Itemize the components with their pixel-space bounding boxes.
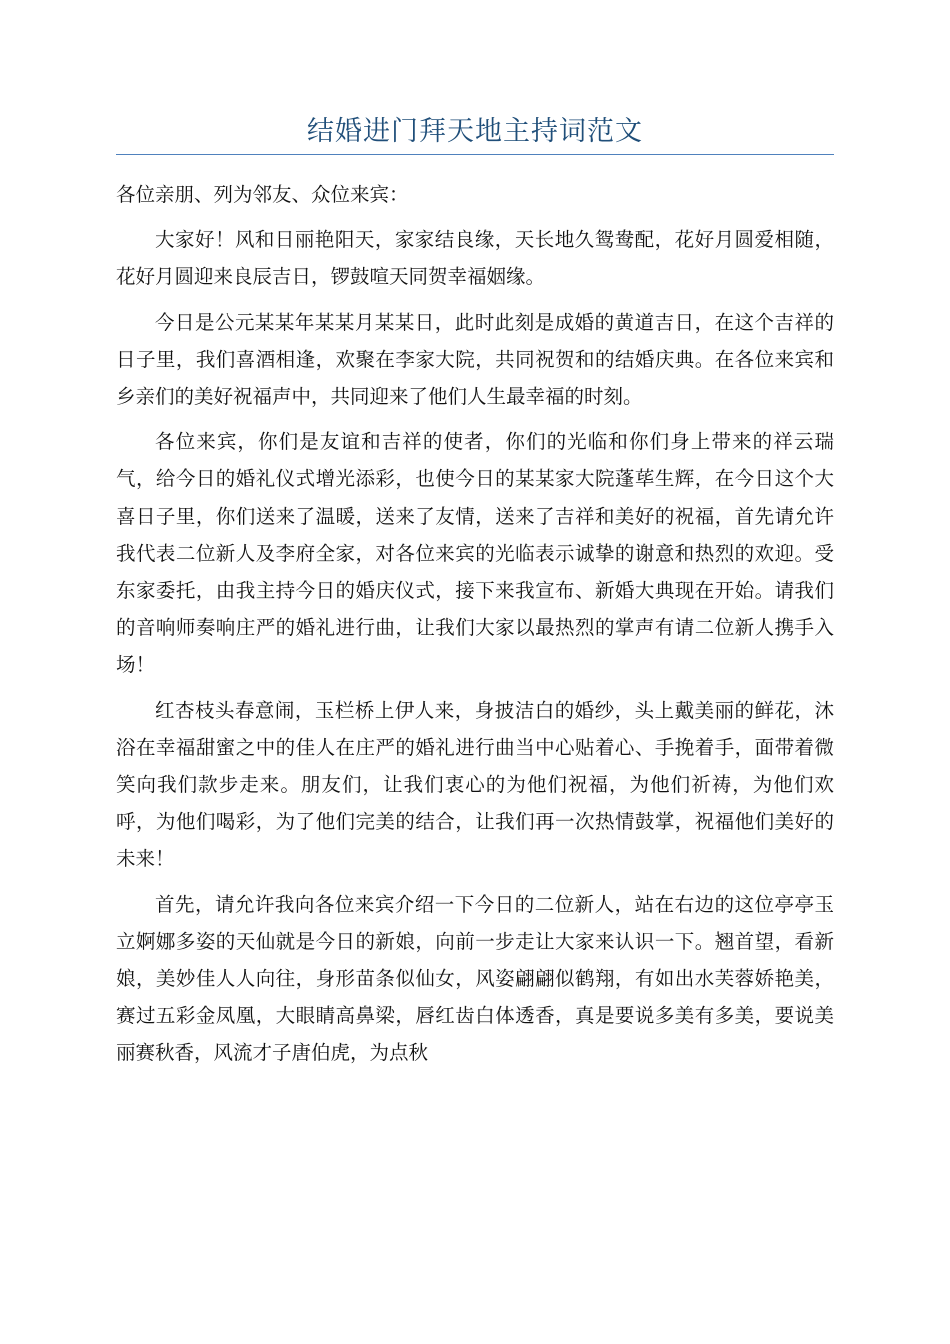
paragraph-introduce-couple: 首先，请允许我向各位来宾介绍一下今日的二位新人，站在右边的这位亭亭玉立婀娜多姿的天仙就是今日的新娘，向前一步走让大家来认识一下。翘首望，看新娘，美妙佳人人向往，身形苗条似仙女，风姿翩翩似鹤翔，有如出水芙蓉娇艳美，赛过五彩金凤凰，大眼睛高鼻梁，唇红齿白体透香，真是要说多美有多美，要说美丽赛秋香，风流才子唐伯虎，为点秋 [116,892,834,1065]
paragraph-date: 今日是公元某某年某某月某某日，此时此刻是成婚的黄道吉日，在这个吉祥的日子里，我们喜酒相逢，欢聚在李家大院，共同祝贺和的结婚庆典。在各位来宾和乡亲们的美好祝福声中，共同迎来了他们人生最幸福的时刻。 [116,310,834,409]
paragraph-bride-entrance: 红杏枝头春意闹，玉栏桥上伊人来，身披洁白的婚纱，头上戴美丽的鲜花，沐浴在幸福甜蜜之中的佳人在庄严的婚礼进行曲当中心贴着心、手挽着手，面带着微笑向我们款步走来。朋友们，让我们衷心的为他们祝福，为他们祈祷，为他们欢呼，为他们喝彩，为了他们完美的结合，让我们再一次热情鼓掌，祝福他们美好的未来！ [116,698,834,871]
document-title: 结婚进门拜天地主持词范文 [307,116,643,147]
title-underline-divider [116,154,834,155]
document-body [116,176,834,1080]
paragraph-welcome-guests: 各位来宾，你们是友谊和吉祥的使者，你们的光临和你们身上带来的祥云瑞气，给今日的婚礼仪式增光添彩，也使今日的某某家大院蓬荜生辉，在今日这个大喜日子里，你们送来了温暖，送来了友情，送来了吉祥和美好的祝福，首先请允许我代表二位新人及李府全家，对各位来宾的光临表示诚挚的谢意和热烈的欢迎。受东家委托，由我主持今日的婚庆仪式，接下来我宣布、新婚大典现在开始。请我们的音响师奏响庄严的婚礼进行曲，让我们大家以最热烈的掌声有请二位新人携手入场！ [116,430,834,677]
paragraph-greeting: 大家好！风和日丽艳阳天，家家结良缘，天长地久鸳鸯配，花好月圆爱相随，花好月圆迎来良辰吉日，锣鼓喧天同贺幸福姻缘。 [116,228,834,289]
salutation-line: 各位亲朋、列为邻友、众位来宾： [116,183,409,206]
